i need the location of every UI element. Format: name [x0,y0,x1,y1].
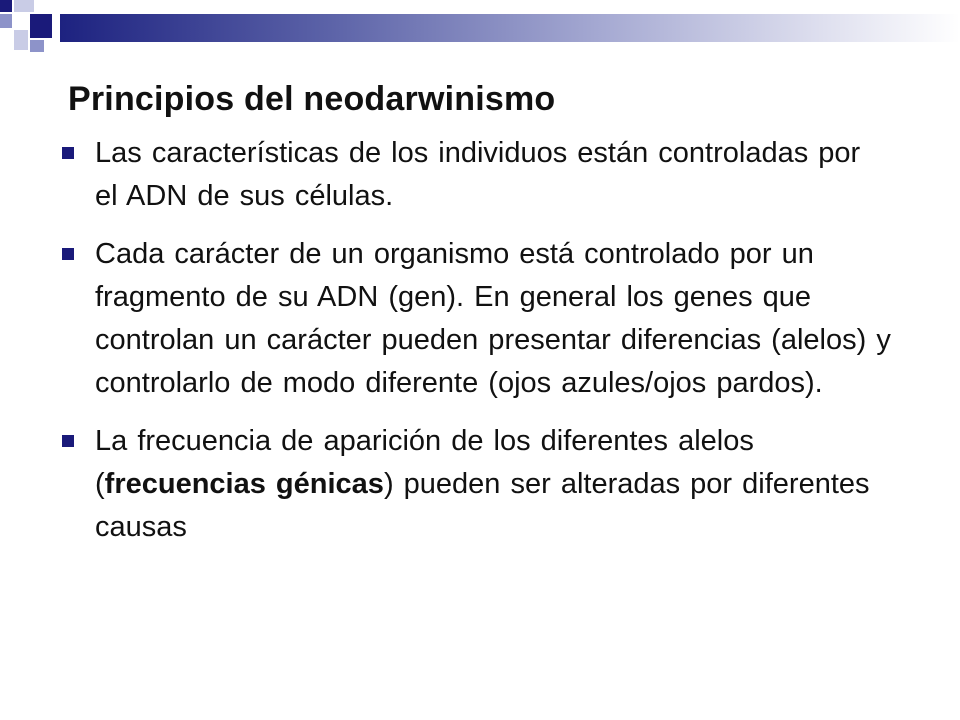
header-gradient-bar [60,14,960,42]
slide-title: Principios del neodarwinismo [68,80,556,118]
decoration-square-light-1 [14,0,34,12]
header-decoration [0,0,960,60]
bullet-text-segment: Las características de los individuos están controladas por el ADN de sus células. [95,137,861,212]
bullet-square-icon [62,248,74,260]
decoration-square-dark-2 [30,14,52,38]
bullet-list [62,132,892,564]
bullet-text-segment: La frecuencia de aparición de los diferentes alelos ( [95,425,754,500]
bullet-text-bold: frecuencias génicas [104,468,384,500]
decoration-square-light-2 [14,30,28,50]
bullet-square-icon [62,435,74,447]
bullet-text-segment: ) pueden ser alteradas por diferentes causas [95,468,870,543]
decoration-square-dark-1 [0,0,12,12]
bullet-text-segment: Cada carácter de un organismo está controlado por un fragmento de su ADN (gen). En general los genes que controlan un carácter pueden presentar diferencias (alelos) y controlarlo de modo diferente (ojos azules/ojos pardos). [95,238,891,399]
bullet-item [62,132,892,218]
bullet-item [62,420,892,549]
bullet-text [95,238,891,399]
bullet-square-icon [62,147,74,159]
bullet-text [95,137,860,212]
bullet-text [95,425,870,543]
decoration-square-mid-2 [30,40,44,52]
decoration-square-mid-1 [0,14,12,28]
bullet-item [62,233,892,405]
